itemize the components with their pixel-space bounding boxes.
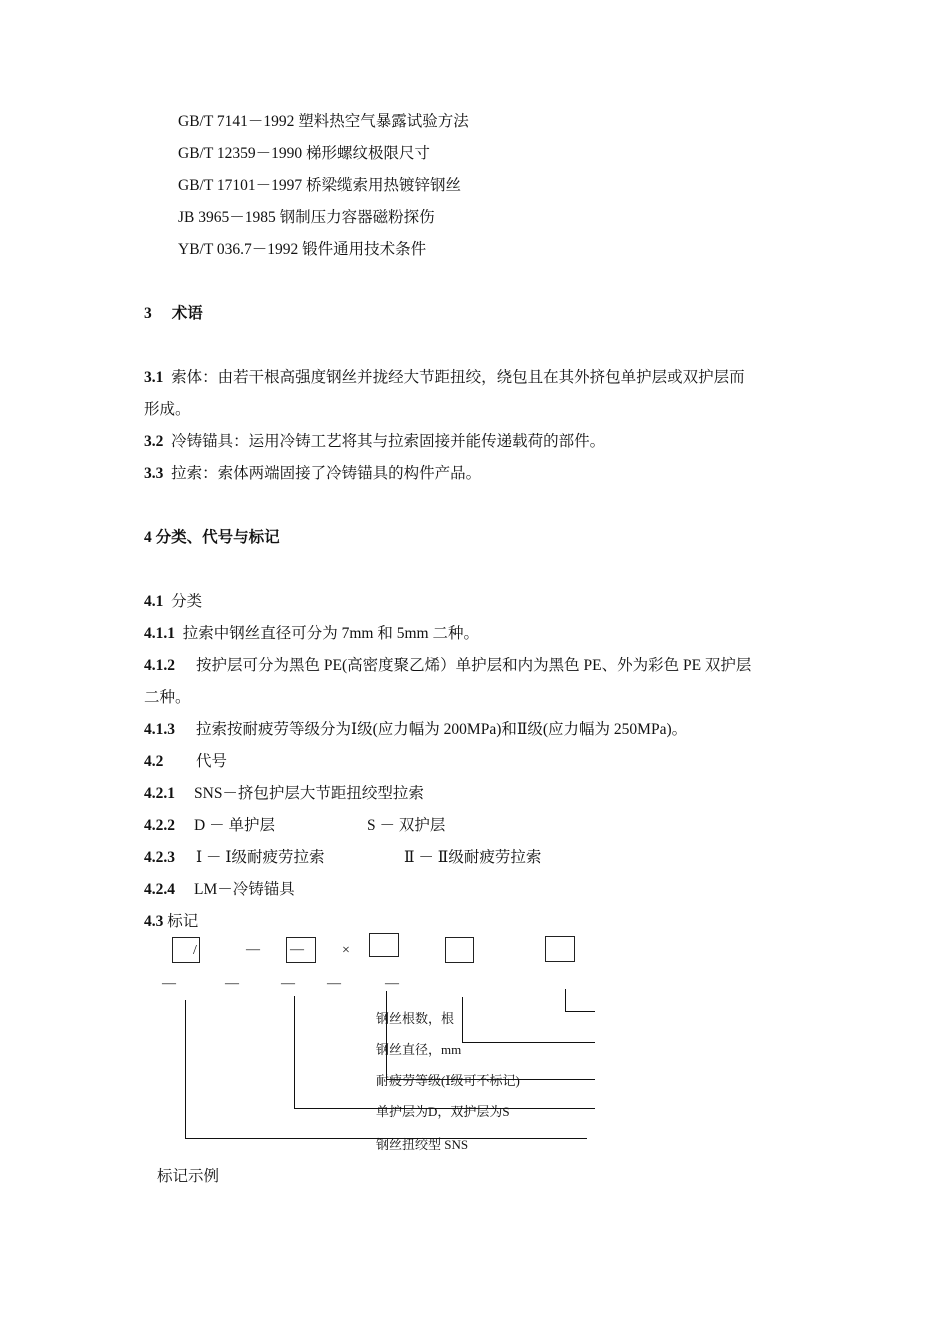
mark-box-diameter [445,937,474,963]
leader-line [462,997,463,1042]
label-sheath-layer: 单护层为D，双护层为S [376,1104,510,1119]
clause-4-2-1 [144,784,424,804]
reference-item: JB 3965－1985 钢制压力容器磁粉探伤 [178,209,435,226]
clause-3-1 [144,368,745,388]
clause-text: 拉索按耐疲劳等级分为Ⅰ级(应力幅为 200MPa)和Ⅱ级(应力幅为 250MPa)。 [196,721,688,738]
clause-4-1 [144,592,202,612]
clause-4-1-2-continued: 二种。 [144,689,191,706]
leader-line [565,1011,595,1012]
reference-item: YB/T 036.7－1992 锻件通用技术条件 [178,241,427,258]
clause-number: 4.2.4 [144,881,175,898]
code-grade-2: Ⅱ － Ⅱ级耐疲劳拉索 [404,849,542,866]
clause-4-1-3 [144,720,687,740]
clause-number: 4.2.2 [144,817,175,834]
mark-box-count [369,933,399,957]
clause-text: 拉索中钢丝直径可分为 7mm 和 5mm 二种。 [182,625,479,642]
marking-example-label: 标记示例 [157,1168,220,1185]
clause-4-2-2 [144,816,445,836]
clause-number: 3.1 [144,369,164,386]
clause-number: 4.2 [144,753,164,770]
clause-number: 4.1 [144,593,164,610]
clause-text: 冷铸锚具：运用冷铸工艺将其与拉索固接并能传递载荷的部件。 [171,433,606,450]
clause-number: 3.3 [144,465,164,482]
clause-4-3 [144,912,198,932]
dash-symbol: — [385,976,399,991]
clause-4-2 [144,752,227,772]
code-double-layer: S － 双护层 [367,817,446,834]
reference-item: GB/T 12359－1990 梯形螺纹极限尺寸 [178,145,431,162]
clause-text: SNS－挤包护层大节距扭绞型拉索 [194,785,424,802]
clause-3-2 [144,432,605,452]
clause-4-2-3 [144,848,541,868]
dash-symbol: — [290,942,304,957]
clause-number: 4.2.1 [144,785,175,802]
clause-3-3 [144,464,481,484]
section-title: 术语 [171,305,203,322]
code-single-layer: D － 单护层 [194,817,275,834]
reference-item: GB/T 17101－1997 桥梁缆索用热镀锌钢丝 [178,177,462,194]
slash-symbol: / [193,943,197,958]
clause-text: 索体：由若干根高强度钢丝并拢经大节距扭绞，绕包且在其外挤包单护层或双护层而 [171,369,745,386]
clause-text: 按护层可分为黑色 PE(高密度聚乙烯）单护层和内为黑色 PE、外为彩色 PE 双护层 [196,657,752,674]
clause-text: 标记 [167,913,199,930]
section-4-heading: 4 分类、代号与标记 [144,529,280,546]
clause-4-1-1 [144,624,479,644]
mark-box-grade [545,936,575,962]
clause-text: LM－冷铸锚具 [194,881,295,898]
clause-number: 4.1.2 [144,657,175,674]
leader-line [565,989,566,1011]
leader-line [294,996,295,1108]
clause-number: 3.2 [144,433,164,450]
leader-line [386,991,387,1079]
label-twist-type: 钢丝扭绞型 SNS [376,1137,469,1152]
label-wire-count: 钢丝根数，根 [376,1011,455,1026]
label-wire-diameter: 钢丝直径，mm [376,1042,462,1057]
section-3-heading [144,304,203,324]
leader-line [185,1000,186,1138]
clause-number: 4.2.3 [144,849,175,866]
dash-symbol: — [162,976,176,991]
clause-number: 4.1.1 [144,625,175,642]
dash-symbol: — [327,976,341,991]
clause-4-2-4 [144,880,295,900]
clause-4-1-2 [144,656,751,676]
clause-3-1-continued: 形成。 [144,401,191,418]
clause-number: 4.1.3 [144,721,175,738]
code-grade-1: Ⅰ － Ⅰ级耐疲劳拉索 [196,849,325,866]
section-number: 3 [144,305,152,322]
dash-symbol: — [281,976,295,991]
clause-text: 拉索：索体两端固接了冷铸锚具的构件产品。 [171,465,482,482]
clause-text: 代号 [196,753,228,770]
dash-symbol: — [246,942,260,957]
dash-symbol: — [225,976,239,991]
clause-number: 4.3 [144,913,164,930]
times-symbol: × [342,943,350,958]
clause-text: 分类 [171,593,203,610]
leader-line [462,1042,595,1043]
label-fatigue-grade: 耐疲劳等级(Ⅰ级可不标记) [376,1073,520,1088]
reference-item: GB/T 7141－1992 塑料热空气暴露试验方法 [178,113,469,130]
